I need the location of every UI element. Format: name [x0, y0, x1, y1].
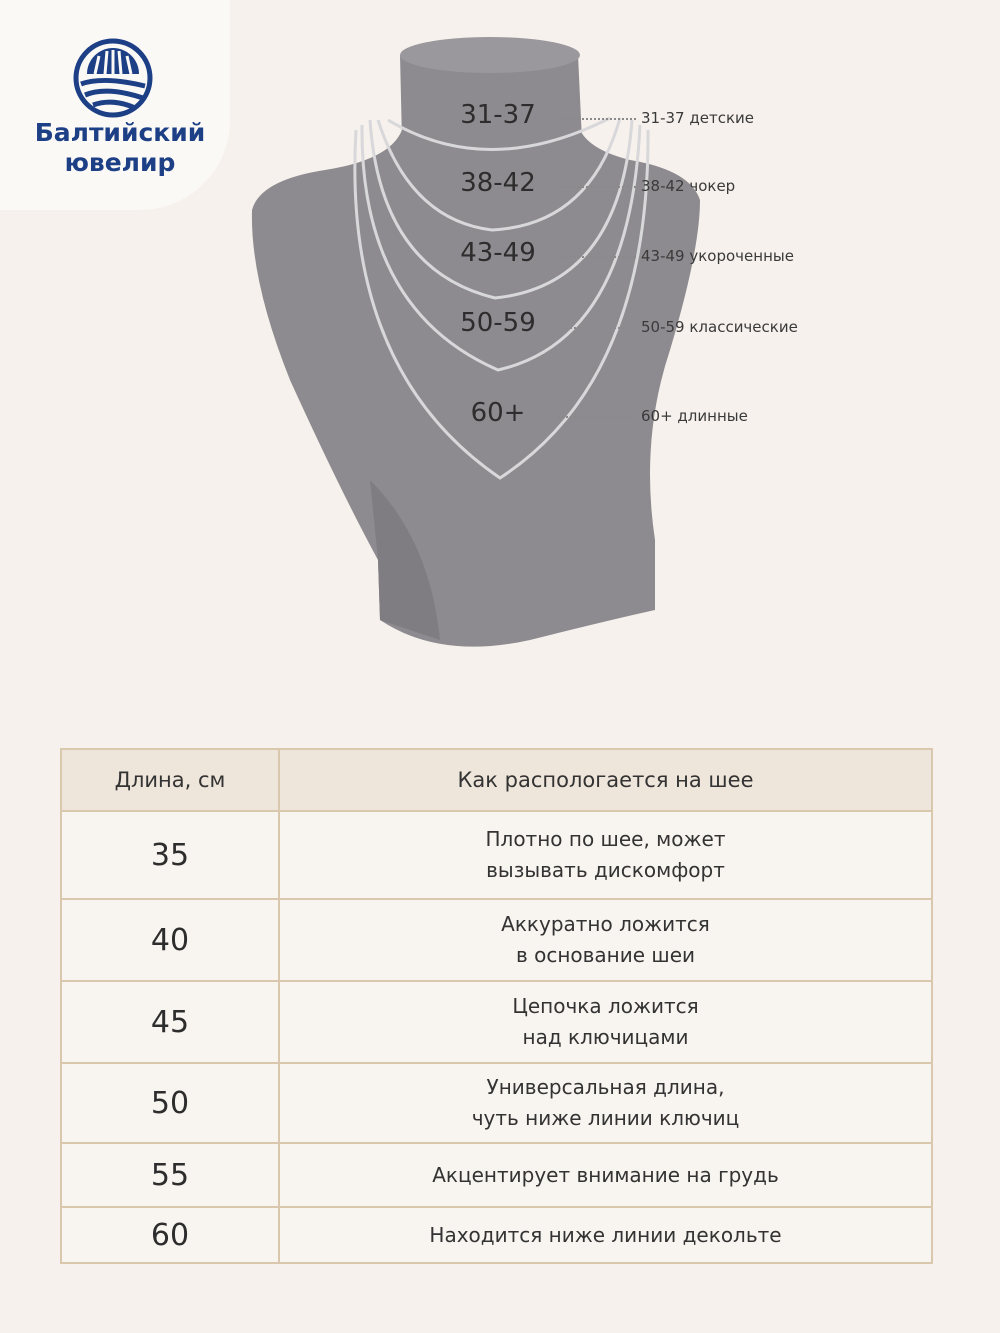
bust-label-43-49: 43-49: [460, 238, 536, 268]
leader-line: [558, 186, 636, 188]
bust-label-31-37: 31-37: [460, 100, 536, 130]
row-description: [279, 981, 932, 1063]
header-position: Как распологается на шее: [279, 749, 932, 811]
chain-length-table: [60, 748, 933, 1264]
row-length: 45: [61, 981, 279, 1063]
desc-line: Цепочка ложится: [512, 994, 699, 1018]
row-description: [279, 899, 932, 981]
leader-line: [558, 118, 636, 120]
row-length: 40: [61, 899, 279, 981]
desc-line: Акцентирует внимание на грудь: [432, 1162, 779, 1187]
row-description: [279, 1063, 932, 1143]
desc-line: вызывать дискомфорт: [486, 858, 725, 882]
leader-line: [558, 327, 636, 329]
row-length: 60: [61, 1207, 279, 1263]
side-label-choker: 38-42 чокер: [641, 177, 736, 195]
side-label-short: 43-49 укороченные: [641, 247, 794, 265]
side-label-classic: 50-59 классические: [641, 318, 798, 336]
row-length: 50: [61, 1063, 279, 1143]
bust-label-60plus: 60+: [470, 398, 526, 428]
desc-line: Аккуратно ложится: [501, 912, 710, 936]
table-header-row: [61, 749, 932, 811]
side-label-long: 60+ длинные: [641, 407, 748, 425]
table-row: [61, 1143, 932, 1207]
row-description: [279, 1207, 932, 1263]
desc-line: чуть ниже линии ключиц: [471, 1106, 740, 1130]
brand-name-line1: Балтийский: [34, 118, 206, 147]
row-description: [279, 811, 932, 899]
table-row: [61, 899, 932, 981]
desc-line: над ключицами: [522, 1025, 689, 1049]
leader-line: [558, 256, 636, 258]
bust-label-50-59: 50-59: [460, 308, 536, 338]
brand-name-line2: ювелир: [64, 148, 176, 177]
bust-label-38-42: 38-42: [460, 168, 536, 198]
leader-line: [558, 416, 636, 418]
side-label-children: 31-37 детские: [641, 109, 754, 127]
brand-logo: [0, 0, 230, 210]
header-length: Длина, см: [61, 749, 279, 811]
row-length: 35: [61, 811, 279, 899]
table-row: [61, 981, 932, 1063]
desc-line: Находится ниже линии декольте: [429, 1222, 782, 1247]
table-row: [61, 811, 932, 899]
row-length: 55: [61, 1143, 279, 1207]
desc-line: Плотно по шее, может: [485, 827, 726, 851]
desc-line: Универсальная длина,: [486, 1075, 725, 1099]
bust-torso: [252, 130, 700, 647]
brand-name: [30, 118, 210, 178]
table-row: [61, 1063, 932, 1143]
desc-line: в основание шеи: [515, 943, 696, 967]
sun-waves-logo-icon: [73, 38, 153, 118]
table-row: [61, 1207, 932, 1263]
row-description: [279, 1143, 932, 1207]
